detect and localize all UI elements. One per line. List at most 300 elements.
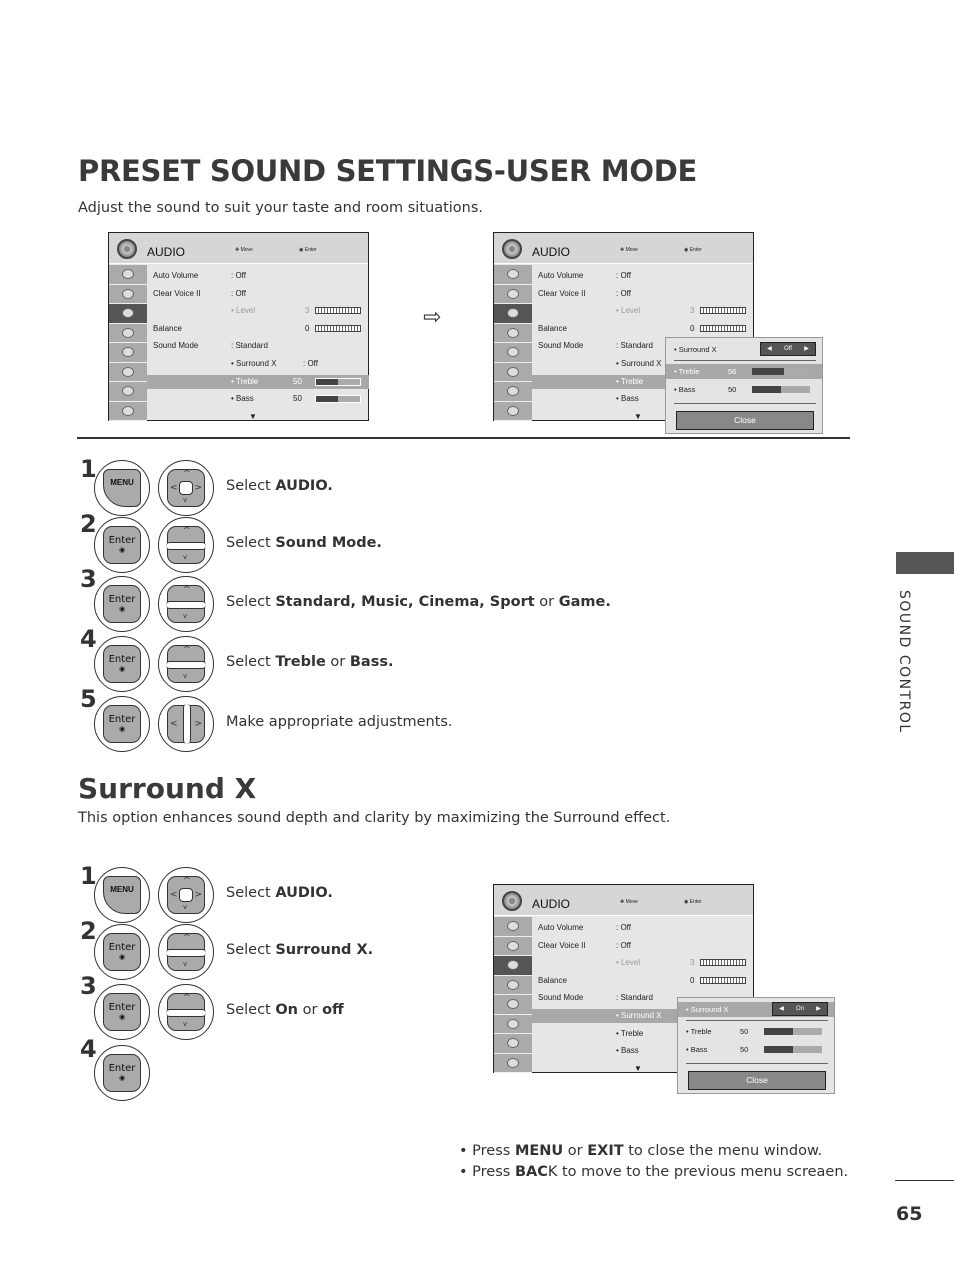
row-value: • Surround X: [616, 1011, 662, 1020]
row-label: Auto Volume: [153, 271, 199, 280]
step-number: 2: [80, 917, 97, 945]
menu-row[interactable]: [147, 375, 369, 389]
value-bar[interactable]: [315, 378, 361, 386]
text: Select: [226, 594, 276, 610]
navigation-pad[interactable]: [167, 876, 205, 914]
right-arrow-icon[interactable]: >: [194, 483, 202, 493]
sidebar-item-audio[interactable]: [494, 304, 532, 324]
row-label: Auto Volume: [538, 923, 584, 932]
surround-x-selector[interactable]: [760, 342, 816, 356]
menu-row[interactable]: [532, 939, 754, 953]
scroll-down-icon: ▼: [634, 1063, 642, 1073]
popup-row[interactable]: [678, 1042, 834, 1057]
sidebar-item-time[interactable]: [109, 324, 147, 344]
text: Select: [226, 942, 276, 958]
step-number: 3: [80, 972, 97, 1000]
menu-row[interactable]: [147, 322, 369, 336]
up-down-buttons[interactable]: [167, 933, 205, 971]
popup-row[interactable]: [678, 1024, 834, 1039]
audio-menu-screen-3: [493, 884, 821, 1085]
up-arrow-icon[interactable]: ^: [183, 876, 191, 886]
bold-text: off: [322, 1002, 344, 1018]
menu-row[interactable]: [532, 956, 754, 970]
bold-text: AUDIO.: [275, 478, 333, 494]
remote-button-circle: [94, 924, 150, 980]
move-hint: [620, 247, 638, 253]
sidebar-item-option[interactable]: [494, 995, 532, 1015]
menu-row[interactable]: [532, 304, 754, 318]
bar-fill: [752, 368, 784, 375]
row-value: : Standard: [231, 341, 268, 351]
text: • Press: [459, 1143, 515, 1159]
menu-title: AUDIO: [532, 245, 571, 259]
bold-text: EXIT: [587, 1143, 624, 1159]
sidebar-item-usb[interactable]: [109, 402, 147, 422]
menu-row[interactable]: [147, 357, 369, 371]
value-bar[interactable]: [315, 395, 361, 403]
usb-icon: [507, 406, 519, 416]
row-value: : Off: [616, 940, 631, 950]
bar-fill: [316, 379, 338, 385]
enter-label: Enter: [108, 594, 136, 605]
popup-row-label: • Treble: [674, 367, 700, 376]
page-rule: [895, 1180, 954, 1181]
menu-row[interactable]: [147, 339, 369, 353]
remote-button-circle: [94, 636, 150, 692]
enter-button[interactable]: [103, 645, 141, 683]
row-number: 0: [305, 323, 310, 333]
popup-row[interactable]: [666, 382, 822, 397]
left-arrow-icon[interactable]: <: [170, 483, 178, 493]
settings-popup: [677, 997, 835, 1094]
menu-button[interactable]: MENU: [103, 876, 141, 914]
row-value: • Treble: [231, 376, 259, 386]
value-bar[interactable]: [752, 368, 810, 375]
step-number: 4: [80, 1035, 97, 1063]
bold-text: Standard, Music, Cinema, Sport: [275, 594, 535, 610]
menu-button[interactable]: MENU: [103, 469, 141, 507]
enter-dot-icon: ◉: [118, 546, 126, 554]
row-label: Clear Voice II: [153, 288, 201, 298]
remote-button-circle: [158, 460, 214, 516]
menu-row[interactable]: [532, 322, 754, 336]
text: Select: [226, 654, 276, 670]
screen-icon: [507, 289, 519, 299]
enter-hint: [684, 899, 702, 905]
down-arrow-icon[interactable]: v: [183, 960, 188, 968]
level-scale[interactable]: [315, 325, 361, 332]
bar-fill: [764, 1046, 793, 1053]
enter-label: Enter: [689, 899, 702, 905]
sidebar-item-audio[interactable]: [109, 304, 147, 324]
arrow-right-icon[interactable]: ▶: [816, 1005, 821, 1012]
sidebar-item-usb[interactable]: [494, 1054, 532, 1074]
level-scale[interactable]: [315, 307, 361, 314]
surround-x-row[interactable]: [666, 342, 822, 357]
usb-icon: [507, 1058, 519, 1068]
move-label: Move: [240, 247, 253, 253]
row-number: 0: [690, 975, 695, 985]
row-value: • Bass: [616, 394, 639, 404]
popup-divider: [674, 403, 816, 404]
lock-icon: [507, 1019, 519, 1029]
surround-x-label: • Surround X: [674, 345, 717, 354]
row-label: Balance: [538, 975, 567, 985]
enter-icon: ◉: [684, 247, 690, 253]
row-number: 50: [293, 394, 302, 404]
step-instruction: [226, 942, 373, 958]
chapter-label: SOUND CONTROL: [896, 590, 912, 734]
level-scale[interactable]: [700, 307, 746, 314]
row-value: • Bass: [616, 1046, 639, 1056]
bar-fill: [752, 386, 781, 393]
right-arrow-icon[interactable]: >: [194, 890, 202, 900]
bold-text: MENU: [514, 1143, 564, 1159]
move-hint: [620, 899, 638, 905]
up-arrow-icon[interactable]: ^: [183, 645, 191, 655]
picture-icon: [122, 269, 134, 279]
sidebar-item-picture[interactable]: [109, 265, 147, 285]
arrow-left-icon[interactable]: ◀: [779, 1005, 784, 1012]
menu-row[interactable]: [532, 974, 754, 988]
note-item: [459, 1164, 848, 1180]
lock-icon: [122, 367, 134, 377]
level-scale[interactable]: [700, 977, 746, 984]
enter-button[interactable]: [103, 705, 141, 743]
value-bar[interactable]: [752, 386, 810, 393]
step-instruction: [226, 885, 333, 901]
row-value: : Off: [616, 288, 631, 298]
enter-hint: [684, 247, 702, 253]
sidebar-item-time[interactable]: [494, 324, 532, 344]
step-number: 2: [80, 510, 97, 538]
ok-center-icon: [179, 888, 193, 902]
enter-label: Enter: [108, 714, 136, 725]
popup-row-number: 50: [740, 1045, 749, 1054]
close-button[interactable]: Close: [676, 411, 814, 430]
menu-row[interactable]: [147, 269, 369, 283]
step-instruction: [226, 714, 453, 730]
popup-row-label: • Bass: [686, 1045, 708, 1054]
sidebar-item-lock[interactable]: [109, 363, 147, 383]
remote-button-circle: [158, 984, 214, 1040]
popup-row-label: • Treble: [686, 1027, 712, 1036]
text: Select: [226, 478, 276, 494]
enter-label: Enter: [108, 535, 136, 546]
row-number: 50: [293, 376, 302, 386]
remote-button-circle: [94, 696, 150, 752]
sidebar-item-screen[interactable]: [109, 285, 147, 305]
section-subtitle: Adjust the sound to suit your taste and room situations.: [78, 200, 484, 216]
menu-category-sidebar: [494, 917, 532, 1073]
remote-button-circle: [158, 636, 214, 692]
remote-button-circle: [158, 517, 214, 573]
row-value: • Surround X: [616, 359, 662, 368]
text: Select: [226, 1002, 276, 1018]
move-arrows-icon: ✥: [620, 899, 626, 905]
remote-button-circle: [94, 576, 150, 632]
menu-row[interactable]: [532, 921, 754, 935]
arrow-right-icon: ⇨: [423, 305, 442, 330]
row-value: : Off: [231, 271, 246, 280]
enter-label: Enter: [108, 1063, 136, 1074]
enter-button[interactable]: [103, 1054, 141, 1092]
row-number: 0: [690, 323, 695, 333]
bold-text: Surround X.: [275, 942, 374, 958]
input-icon: [507, 386, 519, 396]
text: • Press: [459, 1164, 515, 1180]
popup-row[interactable]: [666, 364, 822, 379]
audio-icon: [122, 308, 134, 318]
audio-menu-screen-2: [493, 232, 809, 425]
remote-button-circle: [94, 460, 150, 516]
bold-text: Bass.: [349, 654, 394, 670]
audio-icon: [507, 960, 519, 970]
audio-speaker-icon: [117, 239, 137, 259]
menu-title: AUDIO: [532, 897, 571, 911]
up-arrow-icon[interactable]: ^: [183, 993, 191, 1003]
menu-row[interactable]: [147, 287, 369, 301]
row-label: Balance: [538, 323, 567, 333]
move-label: Move: [625, 899, 638, 905]
sidebar-item-input[interactable]: [109, 382, 147, 402]
usb-icon: [122, 406, 134, 416]
sidebar-item-picture[interactable]: [494, 265, 532, 285]
left-arrow-icon[interactable]: <: [170, 719, 178, 729]
down-arrow-icon[interactable]: v: [183, 612, 188, 620]
text: Select: [226, 535, 276, 551]
step-number: 3: [80, 565, 97, 593]
sidebar-item-lock[interactable]: [494, 363, 532, 383]
popup-row-number: 50: [728, 385, 737, 394]
option-icon: [507, 999, 519, 1009]
right-arrow-icon[interactable]: >: [194, 719, 202, 729]
enter-icon: ◉: [684, 899, 690, 905]
screen-icon: [122, 289, 134, 299]
surround-x-label: • Surround X: [686, 1005, 729, 1014]
popup-row-number: 56: [728, 367, 737, 376]
move-arrows-icon: ✥: [620, 247, 626, 253]
audio-menu-screen-1: [108, 232, 369, 421]
enter-button[interactable]: [103, 993, 141, 1031]
level-scale[interactable]: [700, 959, 746, 966]
enter-label: Enter: [304, 247, 317, 253]
bold-text: Sound Mode.: [275, 535, 382, 551]
row-value: • Treble: [616, 376, 644, 386]
menu-header: [494, 885, 753, 916]
option-icon: [507, 347, 519, 357]
remote-button-circle: [94, 984, 150, 1040]
value-bar[interactable]: [764, 1046, 822, 1053]
menu-row[interactable]: [532, 287, 754, 301]
enter-button[interactable]: [103, 933, 141, 971]
up-arrow-icon[interactable]: ^: [183, 933, 191, 943]
chapter-tab: [896, 552, 954, 574]
enter-button[interactable]: [103, 526, 141, 564]
up-down-buttons[interactable]: [167, 993, 205, 1031]
time-icon: [122, 328, 134, 338]
bold-text: Game.: [558, 594, 611, 610]
down-arrow-icon[interactable]: v: [183, 553, 188, 561]
option-icon: [122, 347, 134, 357]
row-label: Balance: [153, 323, 182, 333]
left-right-buttons[interactable]: [167, 705, 205, 743]
surround-x-row[interactable]: [678, 1002, 834, 1017]
section-subtitle: This option enhances sound depth and clarity by maximizing the Surround effect.: [78, 810, 671, 826]
down-arrow-icon[interactable]: v: [183, 1020, 188, 1028]
input-icon: [507, 1038, 519, 1048]
step-instruction: [226, 594, 611, 610]
section-divider: [77, 437, 850, 439]
bold-text: On: [275, 1002, 298, 1018]
row-value: • Bass: [231, 394, 254, 404]
audio-speaker-icon: [502, 891, 522, 911]
up-arrow-icon[interactable]: ^: [183, 469, 191, 479]
menu-row[interactable]: [147, 392, 369, 406]
remote-button-circle: [94, 1045, 150, 1101]
row-label: Clear Voice II: [538, 288, 586, 298]
step-number: 1: [80, 455, 97, 483]
enter-dot-icon: ◉: [118, 605, 126, 613]
enter-icon: ◉: [299, 247, 305, 253]
popup-row-number: 50: [740, 1027, 749, 1036]
enter-dot-icon: ◉: [118, 1074, 126, 1082]
value-bar[interactable]: [764, 1028, 822, 1035]
screen-icon: [507, 941, 519, 951]
remote-button-circle: [158, 576, 214, 632]
row-label: Sound Mode: [538, 993, 584, 1003]
text: to close the menu window.: [623, 1143, 823, 1159]
row-value: • Treble: [616, 1028, 644, 1038]
note-item: [459, 1143, 822, 1159]
step-instruction: [226, 478, 333, 494]
text: K to move to the previous menu screaen.: [547, 1164, 849, 1180]
text: Make appropriate adjustments.: [226, 714, 453, 730]
down-arrow-icon[interactable]: v: [183, 496, 188, 504]
menu-category-sidebar: [109, 265, 147, 421]
sidebar-item-lock[interactable]: [494, 1015, 532, 1035]
input-icon: [122, 386, 134, 396]
step-number: 5: [80, 685, 97, 713]
enter-label: Enter: [108, 1002, 136, 1013]
text: Select: [226, 885, 276, 901]
picture-icon: [507, 921, 519, 931]
popup-divider: [686, 1063, 828, 1064]
sidebar-item-option[interactable]: [494, 343, 532, 363]
up-arrow-icon[interactable]: ^: [183, 585, 191, 595]
row-number: 3: [690, 306, 695, 316]
step-instruction: [226, 1002, 344, 1018]
bar-fill: [316, 396, 338, 402]
row-label: Auto Volume: [538, 271, 584, 280]
enter-dot-icon: ◉: [118, 953, 126, 961]
menu-category-sidebar: [494, 265, 532, 421]
row-label: Sound Mode: [153, 341, 199, 351]
step-instruction: [226, 535, 382, 551]
scroll-down-icon: ▼: [249, 411, 257, 421]
up-down-buttons[interactable]: [167, 585, 205, 623]
popup-row-label: • Bass: [674, 385, 696, 394]
sidebar-item-screen[interactable]: [494, 937, 532, 957]
time-icon: [507, 328, 519, 338]
bold-text: AUDIO.: [275, 885, 333, 901]
row-value: : Off: [616, 271, 631, 280]
sidebar-item-usb[interactable]: [494, 402, 532, 422]
row-label: Clear Voice II: [538, 940, 586, 950]
level-scale[interactable]: [700, 325, 746, 332]
page-title: PRESET SOUND SETTINGS-USER MODE: [78, 154, 697, 188]
menu-row[interactable]: [147, 304, 369, 318]
picture-icon: [507, 269, 519, 279]
up-arrow-icon[interactable]: ^: [183, 526, 191, 536]
popup-divider: [674, 360, 816, 361]
surround-x-selector[interactable]: [772, 1002, 828, 1016]
audio-icon: [507, 308, 519, 318]
sidebar-item-input[interactable]: [494, 1034, 532, 1054]
sidebar-item-option[interactable]: [109, 343, 147, 363]
enter-label: Enter: [108, 654, 136, 665]
row-value: : Standard: [616, 341, 653, 351]
arrow-left-icon[interactable]: ◀: [767, 345, 772, 352]
row-value: : Standard: [616, 993, 653, 1003]
step-number: 1: [80, 862, 97, 890]
move-hint: [235, 247, 253, 253]
arrow-right-icon[interactable]: ▶: [804, 345, 809, 352]
audio-speaker-icon: [502, 239, 522, 259]
surround-x-value: On: [795, 1005, 804, 1012]
sidebar-item-screen[interactable]: [494, 285, 532, 305]
text: or: [325, 654, 350, 670]
up-down-buttons[interactable]: [167, 645, 205, 683]
sidebar-item-time[interactable]: [494, 976, 532, 996]
enter-button[interactable]: [103, 585, 141, 623]
enter-hint: [299, 247, 317, 253]
bold-text: Treble: [275, 654, 326, 670]
close-button[interactable]: Close: [688, 1071, 826, 1090]
move-arrows-icon: ✥: [235, 247, 241, 253]
remote-button-circle: [158, 696, 214, 752]
section-title-surround-x: Surround X: [78, 772, 257, 805]
navigation-pad[interactable]: [167, 469, 205, 507]
row-value: • Surround X: [231, 359, 277, 368]
settings-popup: [665, 337, 823, 434]
remote-button-circle: [158, 867, 214, 923]
remote-button-circle: [158, 924, 214, 980]
menu-row[interactable]: [532, 269, 754, 283]
menu-row[interactable]: [147, 410, 369, 424]
menu-header: [109, 233, 368, 264]
row-number: 3: [690, 958, 695, 968]
sidebar-item-audio[interactable]: [494, 956, 532, 976]
text: or: [298, 1002, 323, 1018]
move-label: Move: [625, 247, 638, 253]
down-arrow-icon[interactable]: v: [183, 903, 188, 911]
enter-label: Enter: [108, 942, 136, 953]
enter-dot-icon: ◉: [118, 725, 126, 733]
bar-fill: [764, 1028, 793, 1035]
up-down-buttons[interactable]: [167, 526, 205, 564]
enter-label: Enter: [689, 247, 702, 253]
left-arrow-icon[interactable]: <: [170, 890, 178, 900]
sidebar-item-picture[interactable]: [494, 917, 532, 937]
down-arrow-icon[interactable]: v: [183, 672, 188, 680]
scroll-down-icon: ▼: [634, 411, 642, 421]
sidebar-item-input[interactable]: [494, 382, 532, 402]
row-value: : Off: [231, 288, 246, 298]
menu-header: [494, 233, 753, 264]
row-value: : Off: [616, 923, 631, 932]
remote-button-circle: [94, 517, 150, 573]
